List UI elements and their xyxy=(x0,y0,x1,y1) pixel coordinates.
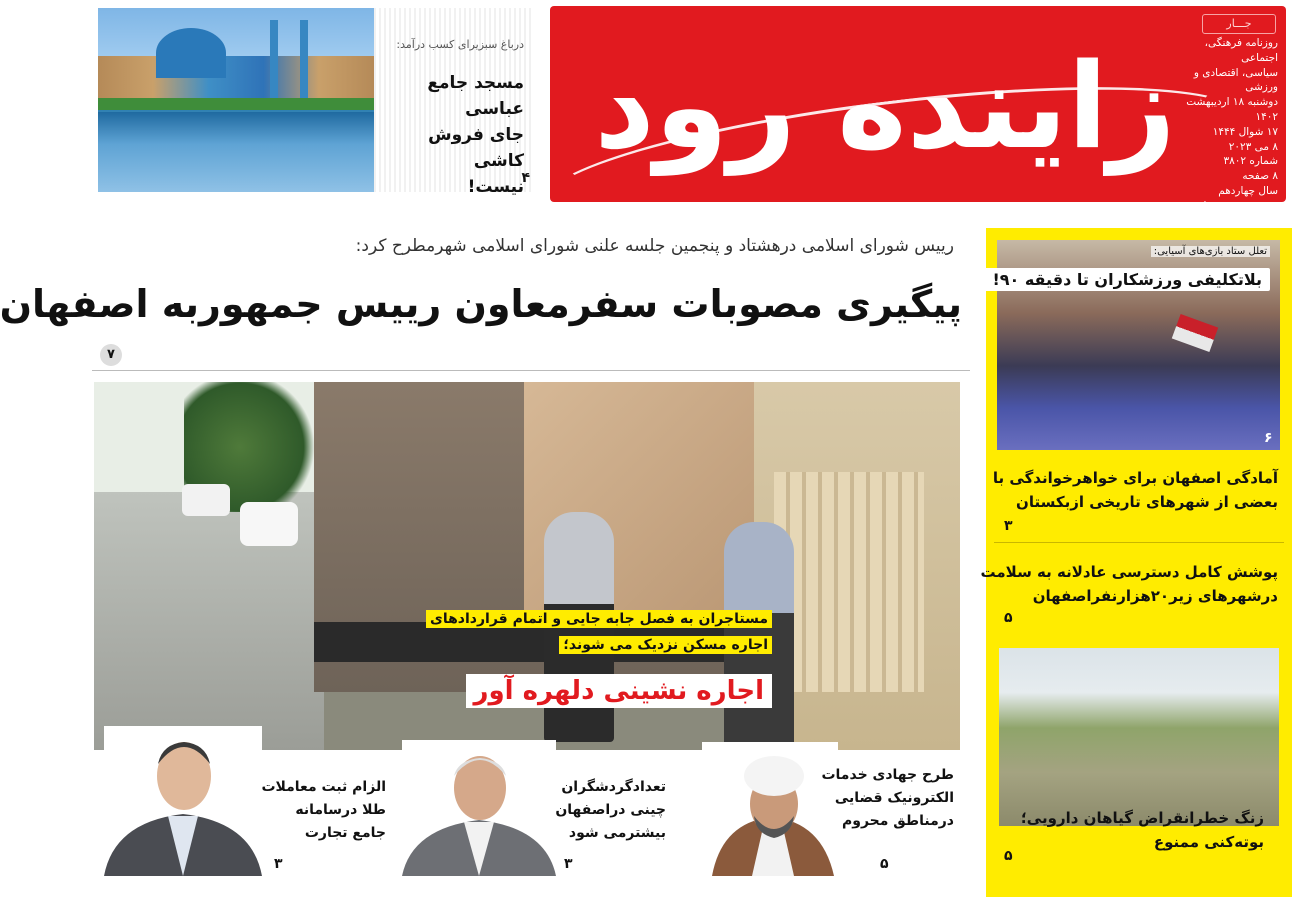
bottom-item-2[interactable] xyxy=(555,776,666,845)
sidebar-story-line: درشهرهای زیر۲۰هزارنفراصفهان xyxy=(1032,587,1278,605)
promo-title xyxy=(379,70,524,200)
info-line: ۸ می ۲۰۲۳ xyxy=(1228,140,1278,153)
promo-title-line: جای فروش کاشی xyxy=(428,125,524,171)
bottom-item-line: طلا درسامانه xyxy=(295,802,386,818)
sidebar-story-line: بوته‌کنی ممنوع xyxy=(1153,833,1264,851)
official-photo-3[interactable] xyxy=(104,726,262,876)
info-line: ۸ صفحه xyxy=(1242,170,1278,183)
info-line: سیاسی، اقتصادی و ورزشی xyxy=(1193,66,1278,94)
bottom-item-1-page: ۵ xyxy=(880,856,889,872)
newspaper-logo[interactable]: زاینده رود xyxy=(594,37,1176,175)
medicinal-plants-photo[interactable] xyxy=(999,648,1279,826)
bottom-item-line: الزام ثبت معاملات xyxy=(261,779,386,795)
promo-kicker: درباغ سبزیرای کسب درآمد: xyxy=(396,38,524,51)
info-line: شماره ۳۸۰۲ xyxy=(1223,155,1278,168)
sidebar-story-2-page: ۵ xyxy=(1004,610,1013,626)
main-headline[interactable]: پیگیری مصوبات سفرمعاون رییس جمهوربه اصفهان xyxy=(0,282,962,326)
promo-title-line: مسجد جامع عباسی xyxy=(427,73,524,119)
masthead-tag: جـــار xyxy=(1202,14,1276,34)
mosque-photo[interactable] xyxy=(98,8,374,192)
asian-games-photo[interactable] xyxy=(992,240,1280,450)
sidebar-story-3-page: ۵ xyxy=(1004,848,1013,864)
sidebar-story-1-page: ۳ xyxy=(1004,518,1013,534)
promo-box[interactable] xyxy=(374,8,534,197)
bottom-item-line: بیشترمی شود xyxy=(568,825,666,841)
promo-page-number: ۴ xyxy=(521,170,530,186)
sidebar-divider xyxy=(994,542,1284,543)
sidebar-story-line: پوشش کامل دسترسی عادلانه به سلامت xyxy=(980,563,1278,581)
info-line: ۱۷ شوال ۱۴۴۴ xyxy=(1212,125,1278,138)
bottom-item-line: طرح جهادی خدمات xyxy=(821,767,954,783)
bottom-item-line: الکترونیک قضایی xyxy=(834,790,954,806)
photo-caption-line1: مستاجران به فصل جابه جایی و اتمام قراردادهای xyxy=(426,610,772,628)
sidebar-story-3[interactable] xyxy=(1021,806,1264,854)
official-photo-2[interactable] xyxy=(402,740,556,876)
bottom-item-line: جامع تجارت xyxy=(304,825,386,841)
photo-caption-line2: اجاره مسکن نزدیک می شوند؛ xyxy=(559,636,772,654)
info-line: سال چهاردهم xyxy=(1218,184,1278,197)
sidebar-story-1[interactable] xyxy=(993,466,1278,514)
promo-title-line: نیست! xyxy=(467,177,524,197)
bottom-item-3-page: ۳ xyxy=(274,856,283,872)
divider xyxy=(92,370,970,371)
bottom-item-3[interactable] xyxy=(261,776,386,845)
sidebar-photo-kicker: تعلل ستاد بازی‌های آسیایی: xyxy=(1151,246,1270,257)
cleric-photo[interactable] xyxy=(702,742,838,876)
bottom-item-1[interactable] xyxy=(821,764,954,833)
headline-page-number: ۷ xyxy=(100,344,122,366)
masthead xyxy=(550,6,1286,212)
photo-title[interactable]: اجاره نشینی دلهره آور xyxy=(466,674,772,708)
main-kicker: رییس شورای اسلامی درهشتاد و پنجمین جلسه علنی شورای اسلامی شهرمطرح کرد: xyxy=(355,236,954,256)
sidebar-story-line: آمادگی اصفهان برای خواهرخواندگی با xyxy=(992,469,1278,487)
bottom-item-line: تعدادگردشگران xyxy=(561,779,666,795)
info-line: روزنامه فرهنگی، اجتماعی xyxy=(1204,37,1278,64)
sidebar-photo-page: ۶ xyxy=(1264,430,1273,446)
masthead-info xyxy=(1166,36,1278,214)
bottom-item-2-page: ۳ xyxy=(564,856,573,872)
info-line: قیمت: ۵۰۰۰ تومان xyxy=(1195,199,1278,212)
bottom-item-line: چینی دراصفهان xyxy=(555,802,666,818)
sidebar-story-line: بعضی از شهرهای تاریخی ازبکستان xyxy=(1016,493,1278,511)
sidebar-story-line: زنگ خطرانقراض گیاهان دارویی؛ xyxy=(1020,809,1264,827)
sidebar-photo-caption: بلاتکلیفی ورزشکاران تا دقیقه ۹۰! xyxy=(984,268,1270,291)
info-line: دوشنبه ۱۸ اردیبهشت ۱۴۰۲ xyxy=(1186,96,1278,123)
sidebar-story-2[interactable] xyxy=(981,560,1278,608)
bottom-item-line: درمناطق محروم xyxy=(842,813,954,829)
